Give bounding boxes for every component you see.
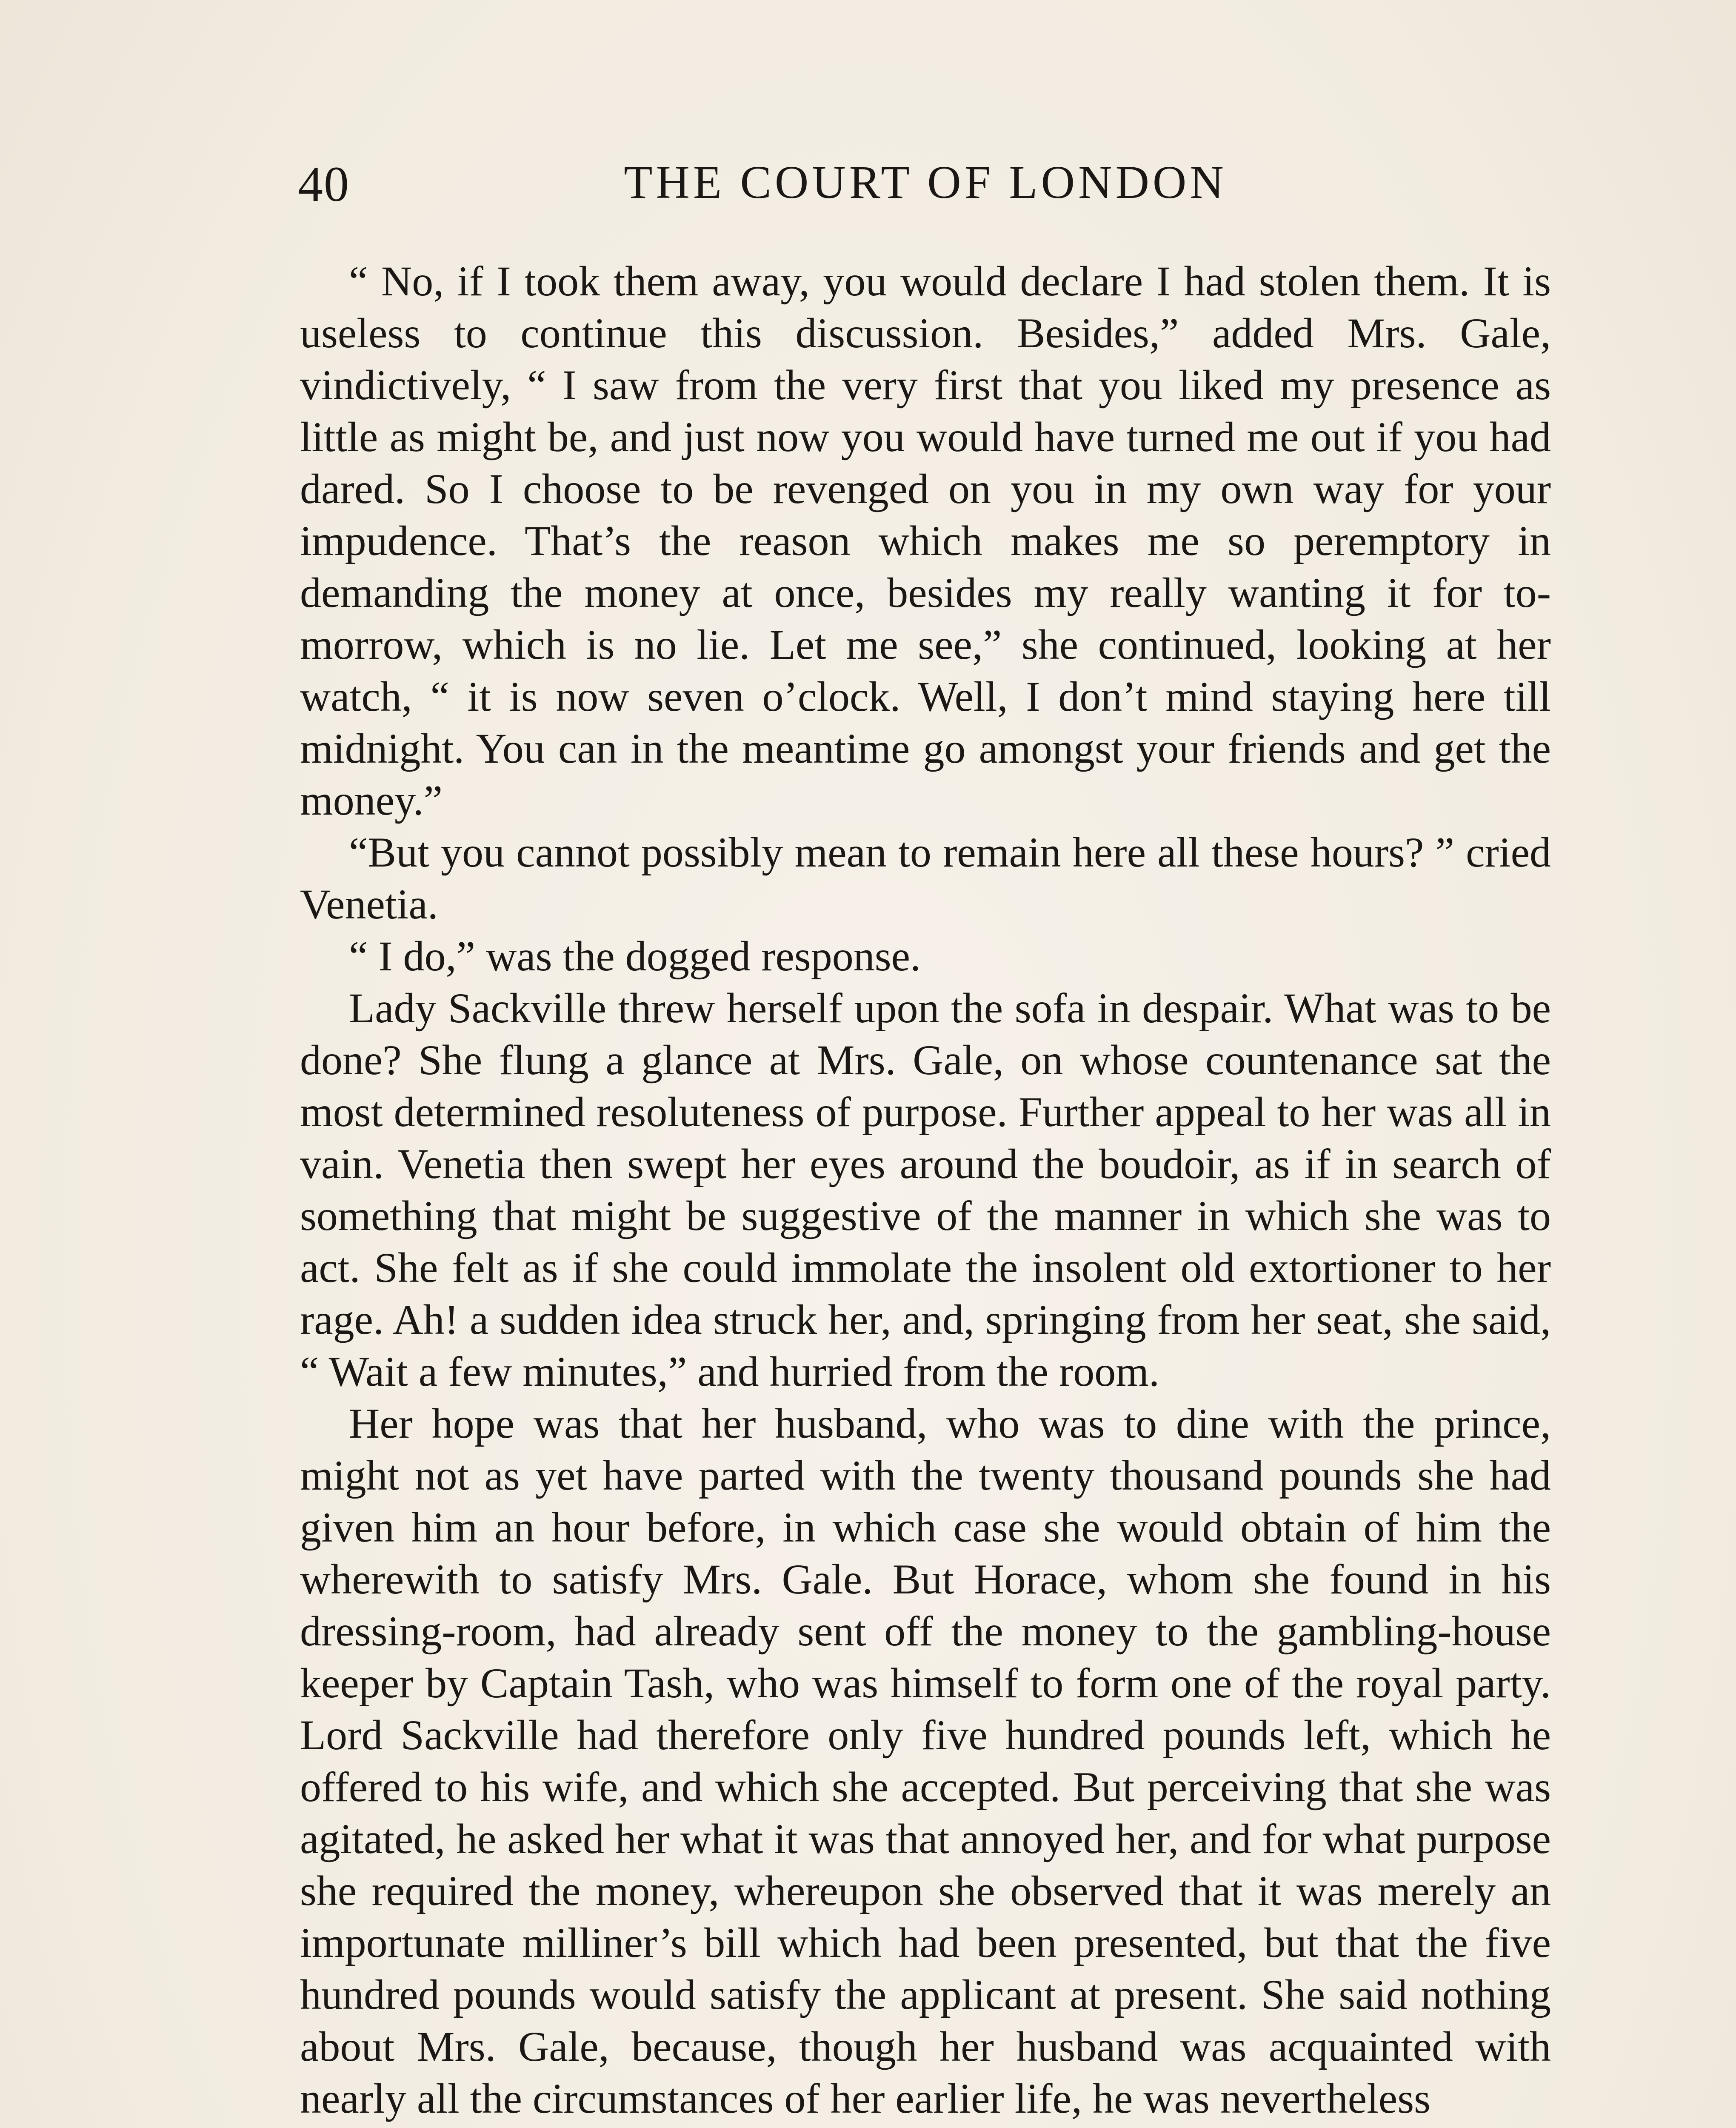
- paragraph: “But you cannot possibly mean to remain here all these hours? ” cried Venetia.: [300, 829, 1551, 928]
- running-title: THE COURT OF LONDON: [624, 156, 1227, 208]
- paragraph: “ No, if I took them away, you would declare I had stolen them. It is useless to continue this discussion. Besides,” added Mrs. Gale, vindictively, “ I saw from the very first that you liked my presence as little as might be, and just now you would have turned me out if you had dared. So I choose to be revenged on you in my own way for your impudence. That’s the reason which makes me so peremptory in demanding the money at once, besides my really wanting it for to-morrow, which is no lie. Let me see,” she continued, looking at her watch, “ it is now seven o’clock. Well, I don’t mind staying here till midnight. You can in the meantime go amongst your friends and get the money.”: [300, 257, 1551, 824]
- body-text: [300, 255, 1551, 2125]
- paragraph: Lady Sackville threw herself upon the sofa in despair. What was to be done? She flung a glance at Mrs. Gale, on whose countenance sat the most determined resoluteness of purpose. Further appeal to her was all in vain. Venetia then swept her eyes around the boudoir, as if in search of something that might be suggestive of the manner in which she was to act. She felt as if she could immolate the insolent old extortioner to her rage. Ah! a sudden idea struck her, and, springing from her seat, she said, “ Wait a few minutes,” and hurried from the room.: [300, 984, 1551, 1395]
- page-header: [298, 155, 1553, 223]
- paragraph: “ I do,” was the dogged response.: [349, 932, 921, 980]
- page-number: 40: [298, 156, 350, 212]
- paragraph: Her hope was that her husband, who was to dine with the prince, might not as yet have parted with the twenty thousand pounds she had given him an hour before, in which case she would obtain of him the wherewith to satisfy Mrs. Gale. But Horace, whom she found in his dressing-room, had already sent off the money to the gambling-house keeper by Captain Tash, who was himself to form one of the royal party. Lord Sackville had therefore only five hundred pounds left, which he offered to his wife, and which she accepted. But perceiving that she was agitated, he asked her what it was that annoyed her, and for what purpose she required the money, whereupon she observed that it was merely an importunate milliner’s bill which had been presented, but that the five hundred pounds would satisfy the applicant at present. She said nothing about Mrs. Gale, because, though her husband was acquainted with nearly all the circumstances of her earlier life, he was nevertheless: [300, 1400, 1551, 2122]
